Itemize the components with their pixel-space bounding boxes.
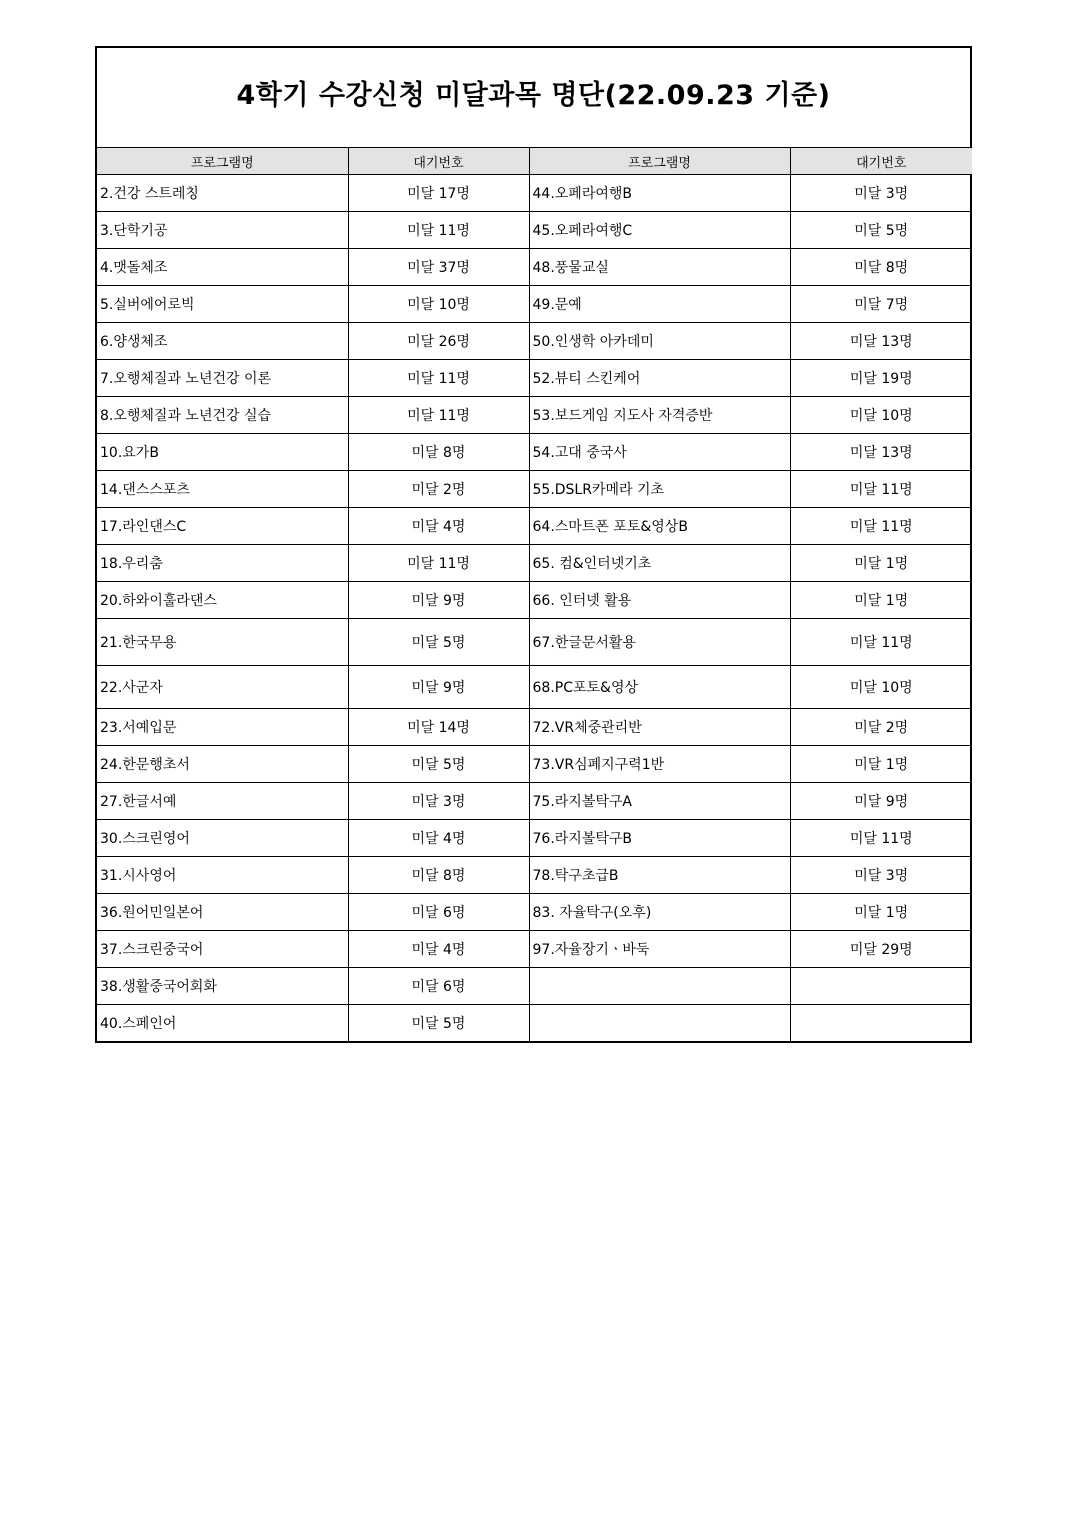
program-name-cell: 67.한글문서활용 bbox=[529, 619, 790, 666]
shortfall-count-cell: 미달 10명 bbox=[790, 397, 972, 434]
table-row bbox=[97, 175, 972, 212]
course-shortfall-sheet bbox=[95, 46, 972, 1043]
shortfall-count-cell: 미달 9명 bbox=[348, 582, 529, 619]
program-name-cell bbox=[529, 968, 790, 1005]
title-box bbox=[97, 48, 970, 148]
program-name-cell: 20.하와이훌라댄스 bbox=[97, 582, 348, 619]
program-name-cell: 5.실버에어로빅 bbox=[97, 286, 348, 323]
shortfall-count-cell: 미달 29명 bbox=[790, 931, 972, 968]
program-name-cell: 48.풍물교실 bbox=[529, 249, 790, 286]
program-name-cell: 65. 컴&인터넷기초 bbox=[529, 545, 790, 582]
shortfall-count-cell bbox=[790, 1005, 972, 1042]
table-row bbox=[97, 360, 972, 397]
program-name-cell: 17.라인댄스C bbox=[97, 508, 348, 545]
program-name-cell: 36.원어민일본어 bbox=[97, 894, 348, 931]
shortfall-count-cell: 미달 14명 bbox=[348, 709, 529, 746]
shortfall-count-cell: 미달 26명 bbox=[348, 323, 529, 360]
table-row bbox=[97, 397, 972, 434]
table-row bbox=[97, 471, 972, 508]
shortfall-count-cell: 미달 6명 bbox=[348, 968, 529, 1005]
table-row bbox=[97, 820, 972, 857]
program-name-cell: 45.오페라여행C bbox=[529, 212, 790, 249]
program-name-cell: 8.오행체질과 노년건강 실습 bbox=[97, 397, 348, 434]
shortfall-count-cell: 미달 19명 bbox=[790, 360, 972, 397]
program-name-cell: 50.인생학 아카데미 bbox=[529, 323, 790, 360]
table-row bbox=[97, 783, 972, 820]
shortfall-count-cell: 미달 3명 bbox=[790, 175, 972, 212]
table-row bbox=[97, 857, 972, 894]
program-name-cell: 52.뷰티 스킨케어 bbox=[529, 360, 790, 397]
program-name-cell: 64.스마트폰 포토&영상B bbox=[529, 508, 790, 545]
program-name-cell: 53.보드게임 지도사 자격증반 bbox=[529, 397, 790, 434]
shortfall-count-cell: 미달 7명 bbox=[790, 286, 972, 323]
program-name-cell: 3.단학기공 bbox=[97, 212, 348, 249]
program-name-cell: 44.오페라여행B bbox=[529, 175, 790, 212]
shortfall-count-cell: 미달 17명 bbox=[348, 175, 529, 212]
program-name-cell: 75.라지볼탁구A bbox=[529, 783, 790, 820]
shortfall-count-cell: 미달 1명 bbox=[790, 545, 972, 582]
shortfall-count-cell: 미달 11명 bbox=[348, 545, 529, 582]
shortfall-count-cell: 미달 1명 bbox=[790, 582, 972, 619]
shortfall-count-cell: 미달 13명 bbox=[790, 434, 972, 471]
table-row bbox=[97, 968, 972, 1005]
shortfall-count-cell: 미달 10명 bbox=[348, 286, 529, 323]
program-name-cell: 37.스크린중국어 bbox=[97, 931, 348, 968]
program-name-cell: 24.한문행초서 bbox=[97, 746, 348, 783]
shortfall-count-cell: 미달 5명 bbox=[790, 212, 972, 249]
table-row bbox=[97, 709, 972, 746]
program-name-cell bbox=[529, 1005, 790, 1042]
header-row bbox=[97, 148, 972, 175]
program-name-cell: 18.우리춤 bbox=[97, 545, 348, 582]
program-name-cell: 14.댄스스포츠 bbox=[97, 471, 348, 508]
page-title: 4학기 수강신청 미달과목 명단(22.09.23 기준) bbox=[236, 80, 831, 111]
table-row bbox=[97, 508, 972, 545]
table-row bbox=[97, 434, 972, 471]
shortfall-count-cell: 미달 5명 bbox=[348, 1005, 529, 1042]
shortfall-count-cell: 미달 5명 bbox=[348, 746, 529, 783]
shortfall-count-cell: 미달 11명 bbox=[348, 360, 529, 397]
shortfall-count-cell: 미달 9명 bbox=[348, 666, 529, 709]
shortfall-count-cell: 미달 2명 bbox=[790, 709, 972, 746]
shortfall-table bbox=[97, 148, 972, 1041]
shortfall-count-cell: 미달 8명 bbox=[790, 249, 972, 286]
table-row bbox=[97, 746, 972, 783]
table-row bbox=[97, 323, 972, 360]
table-row bbox=[97, 212, 972, 249]
shortfall-count-cell: 미달 5명 bbox=[348, 619, 529, 666]
program-name-cell: 73.VR심폐지구력1반 bbox=[529, 746, 790, 783]
shortfall-count-cell: 미달 8명 bbox=[348, 857, 529, 894]
program-name-cell: 78.탁구초급B bbox=[529, 857, 790, 894]
shortfall-count-cell: 미달 4명 bbox=[348, 820, 529, 857]
program-name-cell: 38.생활중국어회화 bbox=[97, 968, 348, 1005]
program-name-cell: 54.고대 중국사 bbox=[529, 434, 790, 471]
shortfall-count-cell: 미달 3명 bbox=[790, 857, 972, 894]
shortfall-count-cell: 미달 4명 bbox=[348, 508, 529, 545]
table-row bbox=[97, 931, 972, 968]
shortfall-count-cell: 미달 6명 bbox=[348, 894, 529, 931]
shortfall-count-cell: 미달 1명 bbox=[790, 746, 972, 783]
table-row bbox=[97, 666, 972, 709]
program-name-cell: 76.라지볼탁구B bbox=[529, 820, 790, 857]
table-row bbox=[97, 545, 972, 582]
table-row bbox=[97, 894, 972, 931]
program-name-cell: 97.자율장기ㆍ바둑 bbox=[529, 931, 790, 968]
shortfall-count-cell: 미달 9명 bbox=[790, 783, 972, 820]
shortfall-count-cell: 미달 10명 bbox=[790, 666, 972, 709]
program-name-cell: 6.양생체조 bbox=[97, 323, 348, 360]
program-name-cell: 22.사군자 bbox=[97, 666, 348, 709]
table-row bbox=[97, 582, 972, 619]
shortfall-count-cell: 미달 11명 bbox=[790, 471, 972, 508]
program-name-cell: 7.오행체질과 노년건강 이론 bbox=[97, 360, 348, 397]
table-row bbox=[97, 1005, 972, 1042]
shortfall-count-cell: 미달 11명 bbox=[348, 212, 529, 249]
table-row bbox=[97, 249, 972, 286]
program-name-cell: 83. 자율탁구(오후) bbox=[529, 894, 790, 931]
shortfall-count-cell: 미달 11명 bbox=[790, 820, 972, 857]
program-name-cell: 27.한글서예 bbox=[97, 783, 348, 820]
header-program-left: 프로그램명 bbox=[97, 148, 348, 175]
program-name-cell: 68.PC포토&영상 bbox=[529, 666, 790, 709]
program-name-cell: 4.맷돌체조 bbox=[97, 249, 348, 286]
header-program-right: 프로그램명 bbox=[529, 148, 790, 175]
header-waitlist-left: 대기번호 bbox=[348, 148, 529, 175]
shortfall-count-cell bbox=[790, 968, 972, 1005]
program-name-cell: 55.DSLR카메라 기초 bbox=[529, 471, 790, 508]
program-name-cell: 23.서예입문 bbox=[97, 709, 348, 746]
program-name-cell: 31.시사영어 bbox=[97, 857, 348, 894]
shortfall-count-cell: 미달 37명 bbox=[348, 249, 529, 286]
program-name-cell: 30.스크린영어 bbox=[97, 820, 348, 857]
program-name-cell: 2.건강 스트레칭 bbox=[97, 175, 348, 212]
table-row bbox=[97, 619, 972, 666]
program-name-cell: 40.스페인어 bbox=[97, 1005, 348, 1042]
program-name-cell: 66. 인터넷 활용 bbox=[529, 582, 790, 619]
program-name-cell: 49.문예 bbox=[529, 286, 790, 323]
program-name-cell: 72.VR체중관리반 bbox=[529, 709, 790, 746]
shortfall-count-cell: 미달 8명 bbox=[348, 434, 529, 471]
table-row bbox=[97, 286, 972, 323]
shortfall-count-cell: 미달 1명 bbox=[790, 894, 972, 931]
header-waitlist-right: 대기번호 bbox=[790, 148, 972, 175]
shortfall-count-cell: 미달 11명 bbox=[790, 619, 972, 666]
program-name-cell: 21.한국무용 bbox=[97, 619, 348, 666]
shortfall-count-cell: 미달 4명 bbox=[348, 931, 529, 968]
shortfall-count-cell: 미달 3명 bbox=[348, 783, 529, 820]
shortfall-count-cell: 미달 13명 bbox=[790, 323, 972, 360]
shortfall-count-cell: 미달 2명 bbox=[348, 471, 529, 508]
shortfall-count-cell: 미달 11명 bbox=[790, 508, 972, 545]
program-name-cell: 10.요가B bbox=[97, 434, 348, 471]
shortfall-count-cell: 미달 11명 bbox=[348, 397, 529, 434]
